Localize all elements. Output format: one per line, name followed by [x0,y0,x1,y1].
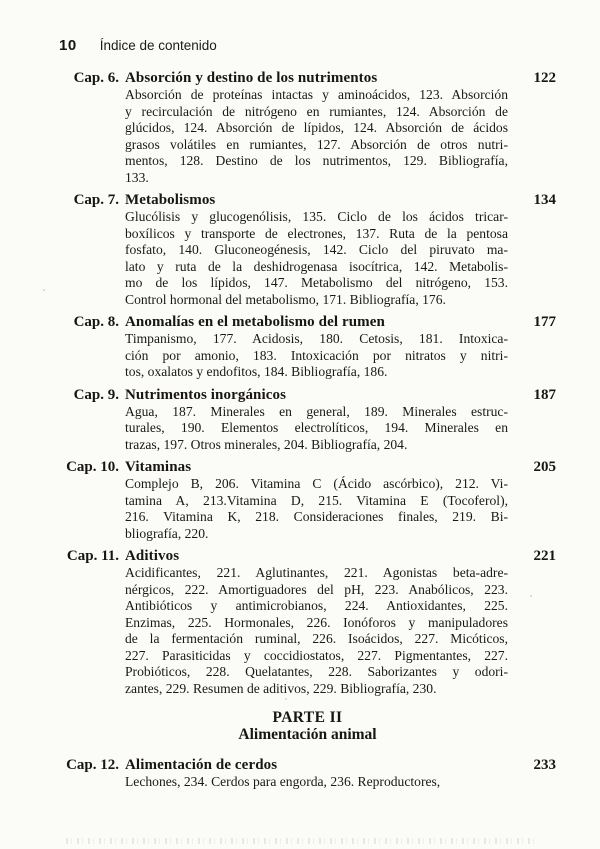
description-line: Absorción de proteínas intactas y aminoácidos, 123. Absorción [125,87,508,102]
description-line: boxílicos y transporte de electrones, 137. Ruta de la pentosa [125,225,508,241]
chapter-description [125,331,508,381]
part-divider [59,709,556,743]
description-line: mo de los lípidos, 147. Metabolismo del nitrógeno, 153. [125,275,508,290]
chapter-description [125,774,508,791]
description-line: de la fermentación ruminal, 226. Isoácidos, 227. Micóticos, [125,631,508,646]
description-line: Timpanismo, 177. Acidosis, 180. Cetosis, 181. Intoxica- [125,331,508,346]
toc-entry-cap-11 [59,548,556,697]
toc-entry-cap-9 [59,387,556,454]
description-line: Complejo B, 206. Vitamina C (Ácido ascórbico), 212. Vi- [125,476,508,491]
description-line: 227. Parasiticidas y coccidiostatos, 227. Pigmentantes, 227. [125,647,508,663]
description-line: tamina A, 213.Vitamina D, 215. Vitamina E (Tocoferol), [125,492,508,508]
description-line: glúcidos, 124. Absorción de lípidos, 124. Absorción de ácidos [125,120,508,135]
scan-speck [530,595,532,597]
description-line: nérgicos, 222. Amortiguadores del pH, 223. Anabólicos, 223. [125,581,508,597]
description-line: fosfato, 140. Gluconeogénesis, 142. Ciclo del piruvato ma- [125,242,508,257]
scan-speck [43,289,45,291]
description-line: bliografía, 220. [125,525,209,541]
chapter-title: Metabolismos [125,192,216,208]
chapter-heading [59,314,556,331]
description-line: y recirculación de nitrógeno en rumiantes, 124. Absorción de [125,103,508,119]
toc-entry-cap-12 [59,757,556,791]
chapter-label: Cap. 6. [73,70,119,86]
description-line: Acidificantes, 221. Aglutinantes, 221. Agonistas beta-adre- [125,565,508,580]
chapter-heading [59,757,556,774]
toc-entry-cap-10 [59,459,556,542]
part-number: PARTE II [272,709,343,726]
description-line: ción por amonio, 183. Intoxicación por nitratos y nitri- [125,347,508,363]
toc-entry-cap-6 [59,70,556,186]
chapter-description [125,87,508,186]
chapter-heading [59,70,556,87]
description-line: tos, oxalatos y endofitos, 184. Bibliografía, 186. [125,364,388,379]
description-line: Glucólisis y glucogenólisis, 135. Ciclo de los ácidos tricar- [125,209,508,224]
chapter-label: Cap. 9. [73,386,119,403]
scan-speck [285,698,287,700]
toc-entry-cap-7 [59,192,556,308]
chapter-page-number: 205 [533,459,556,475]
description-line: Enzimas, 225. Hormonales, 226. Ionóforos y manipuladores [125,614,508,630]
chapter-title: Aditivos [125,548,180,564]
running-head [59,37,600,54]
chapter-page-number: 134 [533,192,556,208]
chapter-heading [59,459,556,476]
chapter-label: Cap. 11. [66,548,119,564]
chapter-title: Vitaminas [125,459,192,475]
description-line: lato y ruta de la deshidrogenasa isocítrica, 142. Metabolis- [125,258,508,274]
chapter-page-number: 233 [533,757,556,773]
scan-edge-artifact [66,838,536,844]
chapter-title: Alimentación de cerdos [125,757,278,773]
chapter-page-number: 122 [533,70,556,86]
part-title: Alimentación animal [238,726,377,743]
chapter-heading [59,387,556,404]
chapter-label: Cap. 10. [66,459,119,475]
description-line: 216. Vitamina K, 218. Consideraciones finales, 219. Bi- [125,509,508,524]
chapter-label: Cap. 12. [66,757,119,773]
page-number: 10 [59,37,77,54]
chapter-page-number: 177 [533,314,556,330]
description-line: 133. [125,169,149,185]
description-line: turales, 190. Elementos electrolíticos, 194. Minerales en [125,420,508,435]
chapter-title: Absorción y destino de los nutrimentos [125,70,378,86]
chapter-heading [59,192,556,209]
chapter-description [125,565,508,697]
chapter-label: Cap. 7. [73,192,119,208]
chapter-description [125,209,508,308]
description-line: Control hormonal del metabolismo, 171. Bibliografía, 176. [125,291,446,307]
description-line: Lechones, 234. Cerdos para engorda, 236. Reproductores, [125,774,441,789]
running-head-title: Índice de contenido [99,38,217,53]
chapter-title: Anomalías en el metabolismo del rumen [125,314,385,330]
description-line: mentos, 128. Destino de los nutrimentos, 129. Bibliografía, [125,153,508,168]
description-line: Antibióticos y antimicrobianos, 224. Antioxidantes, 225. [125,598,508,613]
chapter-description [125,404,508,454]
description-line: Agua, 187. Minerales en general, 189. Minerales estruc- [125,403,508,419]
chapter-page-number: 221 [533,548,556,564]
description-line: trazas, 197. Otros minerales, 204. Bibliografía, 204. [125,436,408,452]
description-line: zantes, 229. Resumen de aditivos, 229. Bibliografía, 230. [125,680,437,696]
chapter-description [125,476,508,542]
description-line: grasos volátiles en rumiantes, 127. Absorción de otros nutri- [125,136,508,152]
chapter-page-number: 187 [533,386,556,403]
chapter-label: Cap. 8. [73,314,119,330]
chapter-heading [59,548,556,565]
chapter-title: Nutrimentos inorgánicos [125,386,287,403]
toc-entry-cap-8 [59,314,556,381]
description-line: Probióticos, 228. Quelatantes, 228. Saborizantes y odori- [125,664,508,679]
